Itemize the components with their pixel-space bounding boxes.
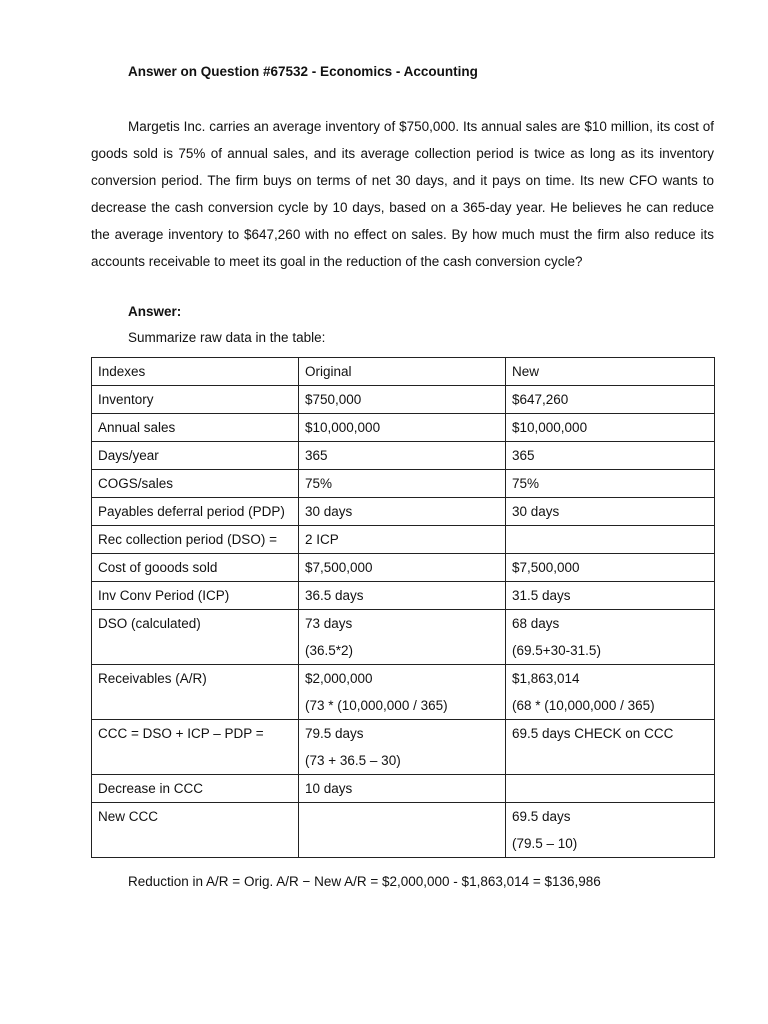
cell-value: $7,500,000 xyxy=(305,560,373,575)
table-row xyxy=(92,582,715,610)
cell-value: 73 days xyxy=(305,616,353,631)
conclusion-text: Reduction in A/R = Orig. A/R − New A/R = $2,000,000 - $1,863,014 = $136,986 xyxy=(128,874,601,889)
cell-value: (73 + 36.5 – 30) xyxy=(305,753,401,768)
row-label-cell xyxy=(92,610,299,665)
table-row xyxy=(92,554,715,582)
header-cell-original: Original xyxy=(299,358,506,386)
row-new-cell xyxy=(506,665,715,720)
document-title: Answer on Question #67532 - Economics - Accounting xyxy=(128,64,478,79)
summary-caption: Summarize raw data in the table: xyxy=(128,330,326,345)
table-row xyxy=(92,386,715,414)
cell-value: (73 * (10,000,000 / 365) xyxy=(305,698,448,713)
row-label-cell xyxy=(92,442,299,470)
row-label: Inv Conv Period (ICP) xyxy=(98,588,230,603)
cell-value: 30 days xyxy=(512,504,560,519)
row-label: Receivables (A/R) xyxy=(98,671,207,686)
header-cell-indexes: Indexes xyxy=(92,358,299,386)
row-new-cell xyxy=(506,386,715,414)
row-new-cell xyxy=(506,470,715,498)
row-label-cell xyxy=(92,775,299,803)
row-label: DSO (calculated) xyxy=(98,616,201,631)
cell-value: 2 ICP xyxy=(305,532,339,547)
cell-value: 68 days xyxy=(512,616,560,631)
row-new-cell xyxy=(506,775,715,803)
cell-value: (36.5*2) xyxy=(305,643,354,658)
row-new-cell xyxy=(506,554,715,582)
row-original-cell xyxy=(299,442,506,470)
table-row xyxy=(92,775,715,803)
row-label-cell xyxy=(92,470,299,498)
raw-data-table xyxy=(91,357,715,858)
row-label-cell xyxy=(92,582,299,610)
table-row xyxy=(92,665,715,720)
row-label: Days/year xyxy=(98,448,159,463)
cell-value: 69.5 days CHECK on CCC xyxy=(512,726,674,741)
cell-value xyxy=(512,775,708,802)
cell-value: $647,260 xyxy=(512,392,569,407)
row-original-cell xyxy=(299,720,506,775)
row-label: Inventory xyxy=(98,392,154,407)
cell-value: 69.5 days xyxy=(512,809,571,824)
row-label: Payables deferral period (PDP) xyxy=(98,504,285,519)
row-new-cell xyxy=(506,414,715,442)
row-new-cell xyxy=(506,498,715,526)
row-label: Rec collection period (DSO) = xyxy=(98,532,277,547)
table-row xyxy=(92,414,715,442)
cell-value: $10,000,000 xyxy=(512,420,588,435)
table-row xyxy=(92,803,715,858)
row-label-cell xyxy=(92,526,299,554)
row-new-cell xyxy=(506,720,715,775)
row-original-cell xyxy=(299,775,506,803)
cell-value: 36.5 days xyxy=(305,588,364,603)
row-new-cell xyxy=(506,610,715,665)
row-label-cell xyxy=(92,386,299,414)
row-original-cell xyxy=(299,414,506,442)
row-original-cell xyxy=(299,470,506,498)
row-label: New CCC xyxy=(98,809,159,824)
cell-value: (68 * (10,000,000 / 365) xyxy=(512,698,655,713)
table-row xyxy=(92,526,715,554)
row-original-cell xyxy=(299,386,506,414)
cell-value: (69.5+30-31.5) xyxy=(512,643,601,658)
row-label-cell xyxy=(92,414,299,442)
cell-value: 30 days xyxy=(305,504,353,519)
cell-value: 75% xyxy=(512,476,540,491)
row-original-cell xyxy=(299,526,506,554)
cell-value: $750,000 xyxy=(305,392,362,407)
question-text: Margetis Inc. carries an average inventory of $750,000. Its annual sales are $10 million, its cost of goods sold is 75% of annual sales, and its average collection period is twice as long as its inventory conversion period. The firm buys on terms of net 30 days, and it pays on time. Its new CFO wants to decrease the cash conversion cycle by 10 days, based on a 365-day year. He believes he can reduce the average inventory to $647,260 with no effect on sales. By how much must the firm also reduce its accounts receivable to meet its goal in the reduction of the cash conversion cycle? xyxy=(91,119,714,269)
table-header-row xyxy=(92,358,715,386)
cell-value: 79.5 days xyxy=(305,726,364,741)
cell-value: $7,500,000 xyxy=(512,560,580,575)
row-label: Annual sales xyxy=(98,420,176,435)
row-new-cell xyxy=(506,803,715,858)
row-label: Decrease in CCC xyxy=(98,781,204,796)
cell-value: $1,863,014 xyxy=(512,671,580,686)
row-new-cell xyxy=(506,526,715,554)
row-label-cell xyxy=(92,665,299,720)
table-row xyxy=(92,498,715,526)
row-label: Cost of gooods sold xyxy=(98,560,218,575)
row-label: CCC = DSO + ICP – PDP = xyxy=(98,726,264,741)
table-row xyxy=(92,720,715,775)
cell-value xyxy=(512,526,708,553)
row-original-cell xyxy=(299,665,506,720)
row-label-cell xyxy=(92,803,299,858)
table-row xyxy=(92,470,715,498)
cell-value: $10,000,000 xyxy=(305,420,381,435)
header-cell-new: New xyxy=(506,358,715,386)
cell-value: 31.5 days xyxy=(512,588,571,603)
cell-value: 10 days xyxy=(305,781,353,796)
row-original-cell xyxy=(299,498,506,526)
cell-value: (79.5 – 10) xyxy=(512,836,578,851)
cell-value: $2,000,000 xyxy=(305,671,373,686)
row-original-cell xyxy=(299,610,506,665)
row-label-cell xyxy=(92,554,299,582)
row-new-cell xyxy=(506,442,715,470)
cell-value xyxy=(305,803,499,830)
row-new-cell xyxy=(506,582,715,610)
row-original-cell xyxy=(299,803,506,858)
table-row xyxy=(92,610,715,665)
row-label: COGS/sales xyxy=(98,476,174,491)
row-original-cell xyxy=(299,582,506,610)
row-label-cell xyxy=(92,720,299,775)
table-row xyxy=(92,442,715,470)
cell-value: 365 xyxy=(305,448,328,463)
answer-heading: Answer: xyxy=(128,304,182,319)
cell-value: 75% xyxy=(305,476,333,491)
row-original-cell xyxy=(299,554,506,582)
cell-value: 365 xyxy=(512,448,535,463)
row-label-cell xyxy=(92,498,299,526)
